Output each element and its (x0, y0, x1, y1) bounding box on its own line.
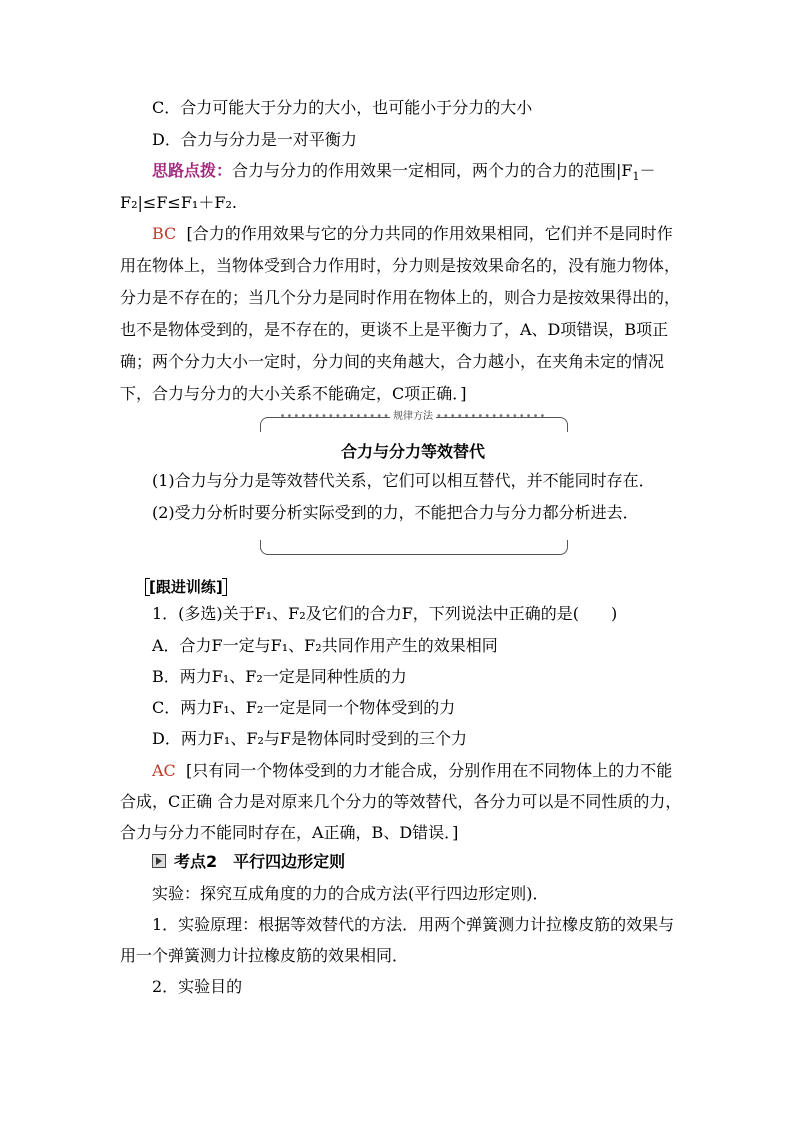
answer-line-3: 分力是不存在的；当几个分力是同时作用在物体上的，则合力是按效果得出的， (120, 288, 681, 307)
section-experiment: 实验：探究互成角度的力的合成方法(平行四边形定则)． (152, 884, 549, 903)
practice-answer-line-2: 合成，C正确 合力是对原来几个分力的等效替代，各分力可以是不同性质的力， (120, 792, 682, 811)
hint-line (152, 161, 712, 187)
method-item-1: (1)合力与分力是等效替代关系，它们可以相互替代，并不能同时存在． (152, 471, 655, 490)
section-principle-1: 1．实验原理：根据等效替代的方法．用两个弹簧测力计拉橡皮筋的效果与 (152, 915, 675, 934)
section-purpose: 2．实验目的 (152, 977, 243, 996)
answer-line-6: 下，合力与分力的大小关系不能确定，C项正确．] (120, 384, 467, 403)
hint-text-end: － (639, 161, 656, 180)
answer-line-1 (152, 224, 712, 244)
practice-tag: [跟进训练] (149, 578, 223, 596)
option-c: C．合力可能大于分力的大小，也可能小于分力的大小 (152, 98, 533, 117)
method-box-tab-label: 规律方法 (390, 411, 436, 422)
answer-text: [合力的作用效果与它的分力共同的作用效果相同，它们并不是同时作 (186, 224, 673, 243)
answer-label: BC (152, 224, 177, 243)
practice-option-d: D．两力F₁、F₂与F是物体同时受到的三个力 (152, 729, 467, 748)
hint-line-2: F₂|≤F≤F₁＋F₂. (120, 193, 237, 212)
practice-q1: 1．(多选)关于F₁、F₂及它们的合力F，下列说法中正确的是( ) (152, 604, 618, 623)
method-box-tab: •••••••••••••••• 规律方法 •••••••••••••••• (279, 411, 547, 422)
hint-text: 合力与分力的作用效果一定相同，两个力的合力的范围|F (232, 161, 633, 180)
practice-answer-text: [只有同一个物体受到的力才能合成，分别作用在不同物体上的力不能 (185, 761, 673, 780)
method-item-2: (2)受力分析时要分析实际受到的力，不能把合力与分力都分析进去． (152, 503, 639, 522)
practice-option-b: B．两力F₁、F₂一定是同种性质的力 (152, 667, 407, 686)
hint-sub: 1 (632, 170, 640, 184)
practice-answer-line-3: 合力与分力不能同时存在，A正确，B、D错误．] (120, 823, 459, 842)
section-heading: 考点2 平行四边形定则 (174, 852, 346, 871)
section-principle-2: 用一个弹簧测力计拉橡皮筋的效果相同． (120, 946, 409, 965)
method-box-title: 合力与分力等效替代 (340, 442, 485, 461)
method-box-bottom (260, 540, 568, 555)
hint-label: 思路点拨： (152, 161, 233, 180)
practice-answer-label: AC (152, 761, 176, 780)
answer-line-4: 也不是物体受到的，是不存在的，更谈不上是平衡力了，A、D项错误，B项正 (120, 320, 669, 339)
practice-option-c: C．两力F₁、F₂一定是同一个物体受到的力 (152, 698, 456, 717)
play-icon (152, 854, 166, 868)
option-d: D．合力与分力是一对平衡力 (152, 130, 357, 149)
practice-option-a: A．合力F一定与F₁、F₂共同作用产生的效果相同 (152, 636, 498, 655)
answer-line-2: 用在物体上，当物体受到合力作用时，分力则是按效果命名的，没有施力物体， (120, 256, 681, 275)
practice-answer-line-1 (152, 761, 712, 781)
answer-line-5: 确；两个分力大小一定时，分力间的夹角越大，合力越小，在夹角未定的情况 (120, 352, 665, 371)
